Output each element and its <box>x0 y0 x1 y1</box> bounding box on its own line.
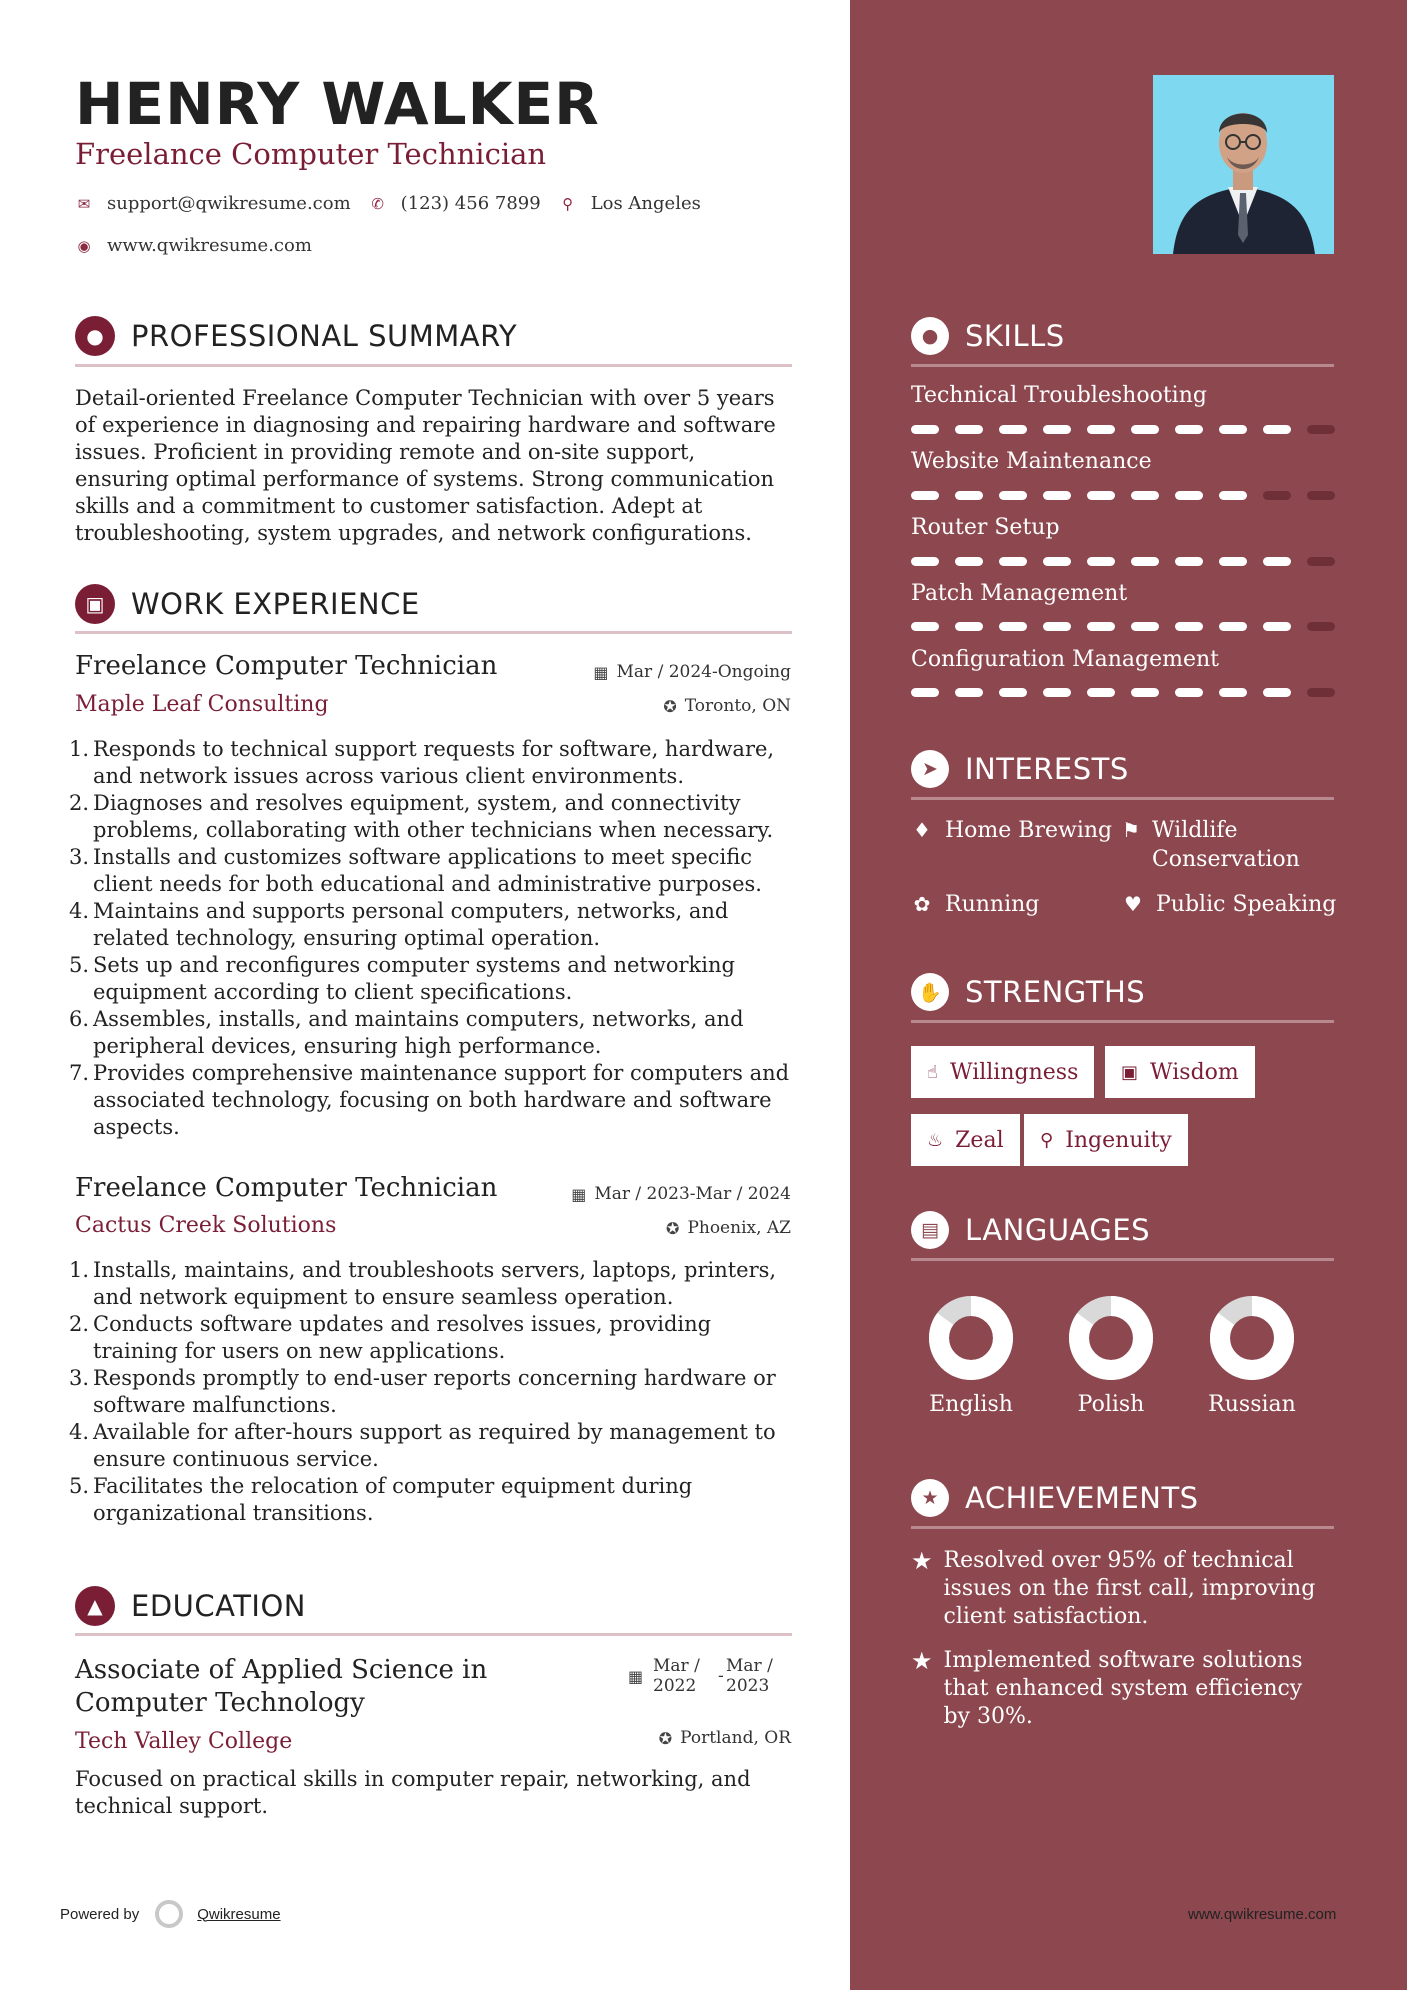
experience-divider <box>75 631 792 634</box>
skill-segment <box>1131 688 1159 697</box>
location-text: Los Angeles <box>590 193 701 214</box>
list-item: 3. Responds promptly to end-user reports concerning hardware or software malfunctions. <box>69 1366 776 1417</box>
interests-heading <box>911 750 1334 788</box>
list-item: 4. Maintains and supports personal computers, networks, and related technology, ensuring optimal operation. <box>69 899 729 950</box>
interests-title: INTERESTS <box>965 752 1129 786</box>
language-ring <box>929 1296 1013 1380</box>
achievement-item: ★ Implemented software solutions that enhanced system efficiency by 30%. <box>911 1647 1303 1729</box>
office-chair-icon: ▣ <box>75 584 115 624</box>
skill-segment <box>1043 622 1071 631</box>
job-2-dates-text: Mar / 2023-Mar / 2024 <box>594 1184 791 1204</box>
strength-chip: ⚲ Ingenuity <box>1024 1114 1188 1166</box>
strength-chip: ▣ Wisdom <box>1105 1046 1255 1098</box>
skill-segment <box>1219 425 1247 434</box>
skill-name: Technical Troubleshooting <box>911 383 1207 408</box>
strengths-heading <box>911 973 1334 1011</box>
skill-segment <box>911 425 939 434</box>
skill-segment <box>1307 688 1335 697</box>
achievements-divider <box>911 1526 1334 1529</box>
skill-segment <box>1263 688 1291 697</box>
candidate-name: HENRY WALKER <box>75 70 600 138</box>
book-icon: ▣ <box>1121 1061 1139 1083</box>
phone-icon: ✆ <box>371 194 384 213</box>
job-2-company: Cactus Creek Solutions <box>75 1213 337 1238</box>
job-2-dates <box>571 1184 791 1204</box>
language-ring <box>1210 1296 1294 1380</box>
skill-segment <box>999 557 1027 566</box>
skill-segment <box>999 491 1027 500</box>
candidate-title: Freelance Computer Technician <box>75 137 547 171</box>
skill-segment <box>1175 557 1203 566</box>
calendar-icon: ▦ <box>571 1184 587 1204</box>
pushpin-icon: ✪ <box>663 696 677 716</box>
edu-description: Focused on practical skills in computer repair, networking, and technical support. <box>75 1767 751 1818</box>
edu-date-dash: - <box>718 1666 724 1686</box>
skill-segment <box>1307 557 1335 566</box>
skills-title: SKILLS <box>965 319 1065 353</box>
footer-website[interactable]: www.qwikresume.com <box>1188 1906 1337 1923</box>
job-2-location-text: Phoenix, AZ <box>687 1218 791 1238</box>
shooting-star-icon: ★ <box>911 1647 933 1675</box>
languages-title: LANGUAGES <box>965 1213 1151 1247</box>
list-item: 2. Diagnoses and resolves equipment, system, and connectivity problems, collaborating with other technicians when necessary. <box>69 791 774 842</box>
skill-segment <box>1131 557 1159 566</box>
skill-segment <box>955 491 983 500</box>
skill-segment <box>911 688 939 697</box>
skill-segment <box>999 622 1027 631</box>
strengths-title: STRENGTHS <box>965 975 1146 1009</box>
skill-segment <box>1087 491 1115 500</box>
strength-chip: ♨ Zeal <box>911 1114 1020 1166</box>
paper-plane-icon: ➤ <box>911 750 949 788</box>
language-item: Russian <box>1192 1296 1312 1417</box>
website-row <box>75 235 312 256</box>
graduation-icon: ▲ <box>75 1586 115 1626</box>
skill-segment <box>1175 622 1203 631</box>
skills-heading <box>911 317 1334 355</box>
interests-divider <box>911 797 1334 800</box>
skill-segment <box>1043 557 1071 566</box>
education-heading <box>75 1586 792 1626</box>
skill-name: Router Setup <box>911 515 1060 540</box>
map-pin-icon: ⚲ <box>562 194 574 213</box>
interest-item: ✿ Running <box>911 890 1039 919</box>
skill-bar <box>911 425 1335 434</box>
skill-segment <box>1263 491 1291 500</box>
skill-segment <box>1219 557 1247 566</box>
skill-name: Configuration Management <box>911 647 1220 672</box>
paw-icon: ✿ <box>913 892 931 916</box>
contact-row <box>75 193 701 214</box>
interest-item: ♥ Public Speaking <box>1122 890 1336 919</box>
pushpin-icon: ✪ <box>666 1218 680 1238</box>
education-title: EDUCATION <box>131 1589 307 1623</box>
achievements-title: ACHIEVEMENTS <box>965 1481 1199 1515</box>
languages-heading <box>911 1211 1334 1249</box>
strength-chip: ☝ Willingness <box>911 1046 1094 1098</box>
skill-segment <box>999 688 1027 697</box>
summary-heading <box>75 316 792 356</box>
skill-segment <box>1307 622 1335 631</box>
email-text[interactable]: support@qwikresume.com <box>107 193 351 214</box>
skill-segment <box>1175 425 1203 434</box>
puzzle-icon: ♦ <box>913 818 931 842</box>
job-1-role: Freelance Computer Technician <box>75 651 498 681</box>
school-name: Tech Valley College <box>75 1729 293 1754</box>
calendar-icon: ▦ <box>628 1667 644 1686</box>
job-1-duties <box>69 736 795 1141</box>
website-text[interactable]: www.qwikresume.com <box>107 235 312 256</box>
skill-segment <box>1043 688 1071 697</box>
profile-photo <box>1153 75 1334 254</box>
portrait-image <box>1153 75 1334 254</box>
summary-divider <box>75 364 792 367</box>
skill-segment <box>1219 688 1247 697</box>
skill-segment <box>955 622 983 631</box>
achievements-heading <box>911 1479 1334 1517</box>
footer-powered <box>60 1900 281 1928</box>
interest-item: ⚑ Wildlife Conservation <box>1122 818 1300 872</box>
skill-segment <box>1307 425 1335 434</box>
summary-title: PROFESSIONAL SUMMARY <box>131 319 518 353</box>
fire-icon: ♨ <box>927 1129 944 1151</box>
calendar-icon: ▦ <box>593 662 609 682</box>
achievement-item: ★ Resolved over 95% of technical issues on the first call, improving client satisfaction. <box>911 1547 1316 1629</box>
skill-bar <box>911 622 1335 631</box>
skill-bar <box>911 688 1335 697</box>
job-2-role: Freelance Computer Technician <box>75 1173 498 1203</box>
skill-segment <box>1087 425 1115 434</box>
languages-divider <box>911 1258 1334 1261</box>
list-item: 5. Sets up and reconfigures computer systems and networking equipment according to client specifications. <box>69 953 735 1004</box>
skill-segment <box>955 688 983 697</box>
skill-segment <box>955 425 983 434</box>
interest-item: ♦ Home Brewing <box>911 816 1112 845</box>
phone-text: (123) 456 7899 <box>400 193 541 214</box>
job-2-duties <box>69 1257 795 1527</box>
thumbs-up-icon: ☝ <box>927 1061 938 1083</box>
lightbulb-icon: ● <box>911 317 949 355</box>
skill-segment <box>1087 557 1115 566</box>
flag-icon: ⚑ <box>1122 818 1140 842</box>
job-1-location-text: Toronto, ON <box>684 696 791 716</box>
skill-segment <box>1043 491 1071 500</box>
edu-start-date: Mar / 2022 <box>653 1656 700 1696</box>
skills-divider <box>911 364 1334 367</box>
language-ring <box>1069 1296 1153 1380</box>
degree-line-2: Computer Technology <box>75 1688 365 1718</box>
skill-segment <box>1219 622 1247 631</box>
language-icon: ▤ <box>911 1211 949 1249</box>
qwikresume-link[interactable]: Qwikresume <box>197 1905 281 1923</box>
skill-segment <box>1087 622 1115 631</box>
lightbulb-icon: ⚲ <box>1040 1129 1054 1151</box>
language-item: Polish <box>1051 1296 1171 1417</box>
powered-by-text: Powered by <box>60 1905 140 1923</box>
skill-segment <box>1131 622 1159 631</box>
experience-heading <box>75 584 792 624</box>
user-icon: ● <box>75 316 115 356</box>
degree-line-1: Associate of Applied Science in <box>75 1655 488 1685</box>
skill-bar <box>911 491 1335 500</box>
list-item: 1. Responds to technical support requests for software, hardware, and network issues across various client environments. <box>69 737 775 788</box>
skill-name: Website Maintenance <box>911 449 1152 474</box>
education-divider <box>75 1633 792 1636</box>
job-1-dates-text: Mar / 2024-Ongoing <box>616 662 791 682</box>
edu-location-text: Portland, OR <box>680 1728 791 1748</box>
list-item: 2. Conducts software updates and resolves issues, providing training for users on new applications. <box>69 1312 712 1363</box>
envelope-icon: ✉ <box>77 194 91 213</box>
list-item: 5. Facilitates the relocation of computer equipment during organizational transitions. <box>69 1474 693 1525</box>
skill-segment <box>1175 688 1203 697</box>
edu-end-date: Mar / 2023 <box>726 1656 773 1696</box>
heartbeat-icon: ♥ <box>1124 892 1142 916</box>
pushpin-icon: ✪ <box>658 1728 673 1748</box>
list-item: 3. Installs and customizes software applications to meet specific client needs for both educational and administrative purposes. <box>69 845 762 896</box>
fist-icon: ✋ <box>911 973 949 1011</box>
skill-segment <box>911 491 939 500</box>
skill-name: Patch Management <box>911 581 1128 606</box>
skill-segment <box>1263 622 1291 631</box>
skill-segment <box>1131 491 1159 500</box>
qwikresume-logo-icon <box>155 1900 183 1928</box>
skill-bar <box>911 557 1335 566</box>
job-1-location <box>663 696 791 716</box>
shooting-star-icon: ★ <box>911 1547 933 1575</box>
strengths-divider <box>911 1020 1334 1023</box>
skill-segment <box>1131 425 1159 434</box>
language-item: English <box>911 1296 1031 1417</box>
globe-icon: ◉ <box>77 236 91 255</box>
job-1-dates <box>593 662 791 682</box>
skill-segment <box>999 425 1027 434</box>
summary-text: Detail-oriented Freelance Computer Technician with over 5 years of experience in diagnosing and repairing hardware and software issues. Proficient in providing remote and on-site support, ensuring optimal performance of systems. Strong communication skills and a commitment to customer satisfaction. Adept at troubleshooting, system upgrades, and network configurations. <box>75 386 776 545</box>
star-icon: ★ <box>911 1479 949 1517</box>
job-1-company: Maple Leaf Consulting <box>75 692 329 717</box>
skill-segment <box>1263 557 1291 566</box>
skill-segment <box>1087 688 1115 697</box>
skill-segment <box>911 622 939 631</box>
list-item: 7. Provides comprehensive maintenance support for computers and associated technology, focusing on both hardware and software aspects. <box>69 1061 790 1139</box>
skill-segment <box>955 557 983 566</box>
list-item: 1. Installs, maintains, and troubleshoots servers, laptops, printers, and network equipment to ensure seamless operation. <box>69 1258 777 1309</box>
skill-segment <box>1263 425 1291 434</box>
skill-segment <box>1307 491 1335 500</box>
skill-segment <box>1175 491 1203 500</box>
list-item: 6. Assembles, installs, and maintains computers, networks, and peripheral devices, ensuring high performance. <box>69 1007 744 1058</box>
skill-segment <box>911 557 939 566</box>
skill-segment <box>1219 491 1247 500</box>
edu-location <box>659 1728 791 1748</box>
skill-segment <box>1043 425 1071 434</box>
list-item: 4. Available for after-hours support as required by management to ensure continuous service. <box>69 1420 776 1471</box>
experience-title: WORK EXPERIENCE <box>131 587 420 621</box>
degree-title <box>75 1654 487 1720</box>
job-2-location <box>666 1218 791 1238</box>
